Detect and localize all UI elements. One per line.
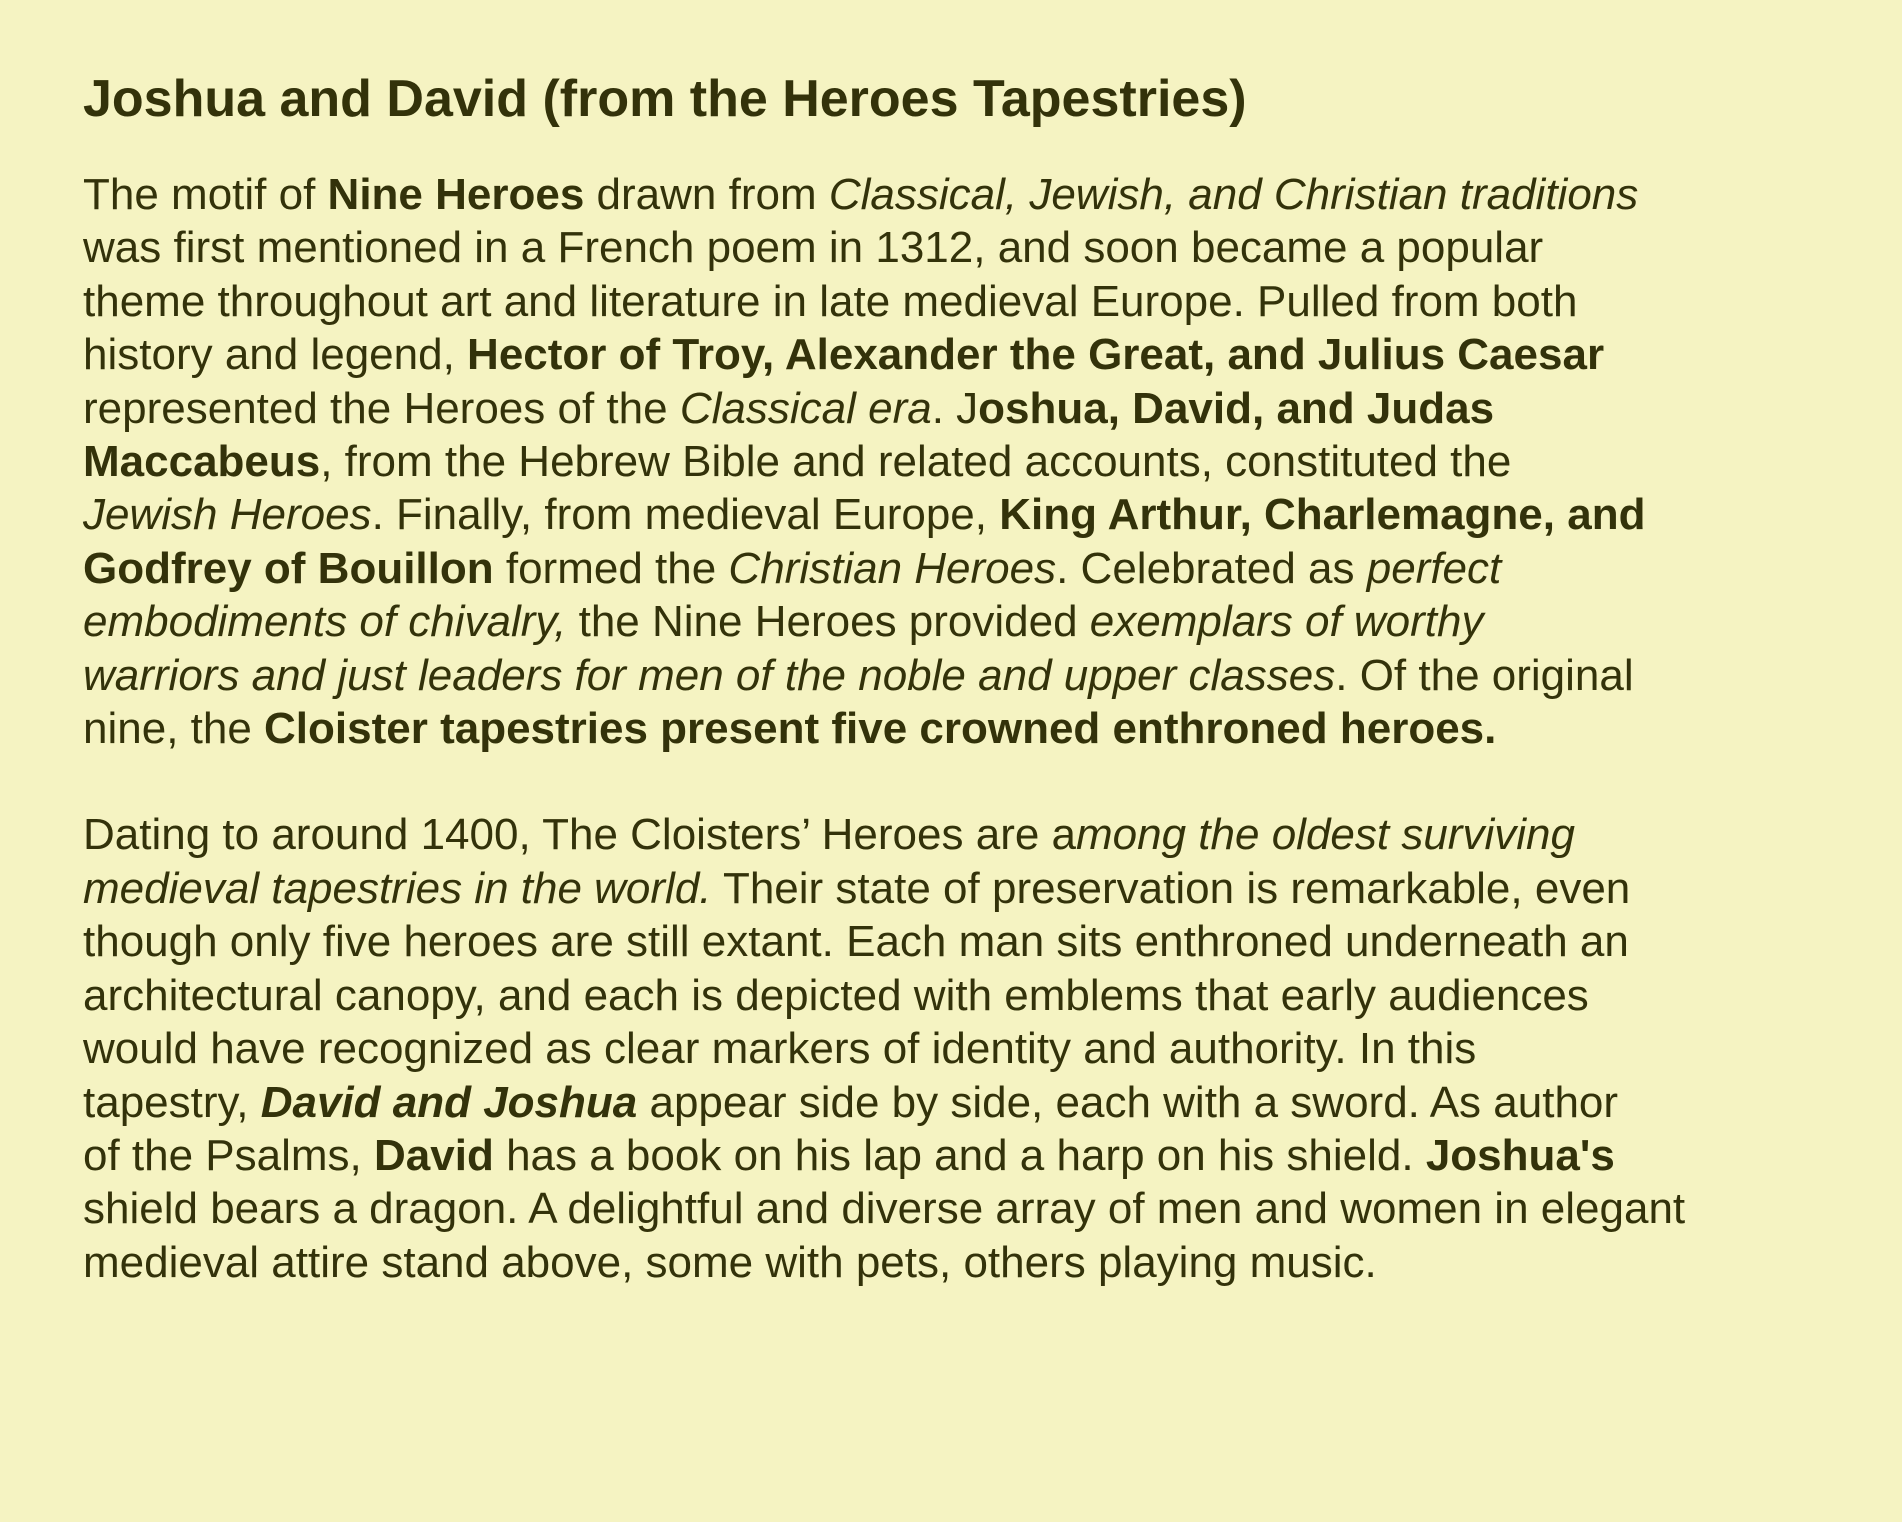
text-run: . Finally, from medieval Europe, (371, 490, 1000, 540)
text-line (83, 1182, 1863, 1235)
text-run: represented the Heroes of the (83, 383, 680, 433)
text-run: appear side by side, each with a sword. As author (637, 1077, 1619, 1127)
text-run: was first mentioned in a French poem in 1312, and soon became a popular (83, 223, 1544, 273)
text-run: of the Psalms, (83, 1130, 375, 1180)
text-line (83, 382, 1863, 435)
text-line (83, 275, 1863, 328)
text-run: The motif of (83, 170, 328, 219)
paragraph-cloisters-heroes (83, 808, 1863, 1289)
text-line (83, 969, 1863, 1022)
text-line (83, 1129, 1863, 1182)
text-run: . Celebrated as (1056, 543, 1367, 593)
bold-text: King Arthur, Charlemagne, and (999, 490, 1646, 540)
bold-text: Godfrey of Bouillon (83, 543, 494, 593)
bold-text: Joshua's (1425, 1130, 1615, 1180)
bold-text: Maccabeus (83, 437, 321, 487)
text-run: formed the (493, 543, 729, 593)
text-run: medieval attire stand above, some with pets, others playing music. (83, 1237, 1377, 1287)
bold-text: Hector of Troy, Alexander the Great, and Julius Caesar (467, 330, 1605, 380)
page-title: Joshua and David (from the Heroes Tapestries) (83, 70, 1247, 128)
text-run: Their state of preservation is remarkable, even (711, 863, 1631, 913)
text-line (83, 542, 1863, 595)
bold-text: David (374, 1130, 494, 1180)
text-line (83, 1076, 1863, 1129)
italic-text: medieval tapestries in the world. (83, 863, 712, 913)
text-line (83, 328, 1863, 381)
text-run: has a book on his lap and a harp on his shield. (493, 1130, 1426, 1180)
text-line (83, 1236, 1863, 1289)
text-run: tapestry, (83, 1077, 261, 1127)
text-line (83, 1022, 1863, 1075)
italic-text: Classical, Jewish, and Christian traditions (828, 170, 1639, 219)
paragraph-nine-heroes (83, 168, 1863, 755)
bold-text: oshua, David, and Judas (978, 383, 1495, 433)
bold-text: Nine Heroes (327, 170, 585, 219)
text-line (83, 221, 1863, 274)
text-run: would have recognized as clear markers of identity and authority. In this (83, 1024, 1477, 1074)
text-run: the Nine Heroes provided (566, 597, 1090, 647)
italic-text: perfect (1366, 543, 1502, 593)
text-line (83, 702, 1863, 755)
text-run: . Of the original (1335, 650, 1634, 700)
text-line (83, 595, 1863, 648)
text-run: drawn from (584, 170, 829, 219)
text-line (83, 488, 1863, 541)
italic-text: warriors and just leaders for men of the noble and upper classes (83, 650, 1336, 700)
text-run: theme throughout art and literature in late medieval Europe. Pulled from both (83, 276, 1578, 326)
text-run: , from the Hebrew Bible and related accounts, constituted the (320, 437, 1512, 487)
text-run: architectural canopy, and each is depicted with emblems that early audiences (83, 970, 1589, 1020)
text-line (83, 862, 1863, 915)
text-line (83, 915, 1863, 968)
italic-text: Christian Heroes (728, 543, 1057, 593)
italic-text: exemplars of worthy (1089, 597, 1484, 647)
text-run: shield bears a dragon. A delightful and diverse array of men and women in elegant (83, 1184, 1686, 1234)
text-run: Dating to around 1400, The Cloisters’ Heroes are a (83, 810, 1077, 860)
text-line (83, 808, 1863, 861)
text-run: nine, the (83, 704, 265, 754)
italic-text: Classical era (679, 383, 932, 433)
text-run: though only five heroes are still extant. Each man sits enthroned underneath an (83, 917, 1629, 967)
bold-text: Cloister tapestries present five crowned enthroned heroes. (264, 704, 1497, 754)
document-page (83, 58, 1863, 1289)
italic-text: mong the oldest surviving (1076, 810, 1575, 860)
text-run: . J (931, 383, 979, 433)
text-run: history and legend, (83, 330, 468, 380)
bold-italic-text: David and Joshua (260, 1077, 638, 1127)
italic-text: embodiments of chivalry, (83, 597, 567, 647)
italic-text: Jewish Heroes (83, 490, 372, 540)
text-line (83, 168, 1863, 221)
text-line (83, 649, 1863, 702)
text-line (83, 435, 1863, 488)
